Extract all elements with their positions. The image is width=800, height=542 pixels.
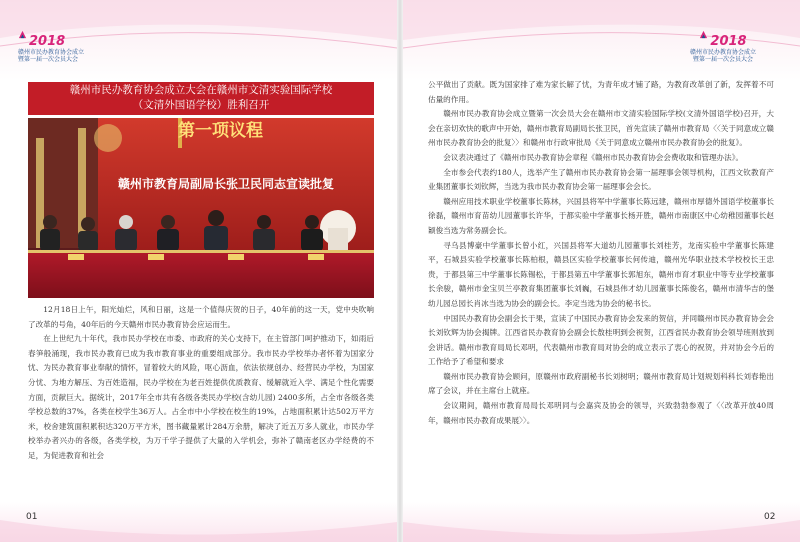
paragraph: 12月18日上午，阳光灿烂，风和日丽，这是一个值得庆贺的日子，40年前的这一天，党中央吹响了改革的号角，40年后的今天赣州市民办教育协会应运而生。 <box>28 305 374 329</box>
paragraph: 在上世纪九十年代，我市民办学校在市委、市政府的关心支持下，在主管部门呵护推动下，如雨后春笋般涌现，我市民办教育已成为我市教育事业的重要组成部分。我市民办学校举办者怀着为国家分忧、为民办教育事业奉献的情怀，冒着较大的风险，呕心沥血，依法依规创办、经营民办学校，为国家分忧、为地方解压、为百姓造福，民办学校在为老百姓提供优质教育、缓解就近入学、满足个性化需要方面，贡献巨大。据统计，2017年全市共有各级各类民办学校(含幼儿园) 2400多所，占全市各级各类学校总数的37%，各类在校学生36万人。占全市中小学校在校生的19%，占地面积累计达502万平方米，校舍建筑面积累积达320万平方米，图书藏量累计284万余册，解决了近五万多人就业，市民办学校举办者兴办的各级，各类学校，为万千学子提供了大量的入学机会，弥补了赣南老区办学经费的不足，为促进教育和社会 <box>28 334 374 460</box>
left-column-text <box>28 303 374 464</box>
paragraph: 赣州市民办教育协会成立暨第一次会员大会在赣州市文清实验国际学校(文清外国语学校)召开，大会在亲切欢快的歌声中开始，赣州市教育局副局长张卫民，首先宣读了赣州市教育局〈〈关于同意成立赣州市民办教育协会的批复〉〉和赣州市行政审批局《关于同意成立赣州市民办教育协会的批复》。 <box>428 109 774 148</box>
event-logo-left <box>18 30 84 63</box>
logo-subtitle-line1: 赣州市民办教育协会成立 <box>18 49 85 56</box>
event-logo-right <box>690 30 756 63</box>
paragraph: 寻乌县博豪中学董事长曾小红，兴国县将军大道幼儿园董事长刘桂芳，龙南实验中学董事长陈建平，石城县实验学校董事长陈柏根，赣县区实验学校董事长何传迪，赣州光华职业技术学校校长王忠贵，于都县第三中学董事长陈锡松，于都县第五中学董事长郭旭东，赣州市育才职业中等专业学校董事长余骏，赣州市金宝贝兰亭教育集团董事长刘巍，石城县伟才幼儿园董事长陈俊名，赣州市清华吉的堡幼儿园总园长肖冰当选为协会的副会长。李定当选为协会的秘书长。 <box>428 240 774 308</box>
conference-photo <box>28 118 374 298</box>
paragraph: 赣州市民办教育协会顾问，原赣州市政府副秘书长刘树明；赣州市教育局计划规划科科长刘春艳出席了会议，并在主席台上就座。 <box>428 371 774 396</box>
paragraph: 公平做出了贡献。既为国家排了难为家长解了忧，为青年成才铺了路，为教育改革创了新，发挥着不可估量的作用。 <box>428 80 774 104</box>
logo-subtitle-line2: 暨第一届一次会员大会 <box>18 56 79 63</box>
logo-mark-icon <box>18 30 27 39</box>
banner-title: 第一项议程 <box>178 121 263 141</box>
article-title-line1: 赣州市民办教育协会成立大会在赣州市文清实验国际学校 <box>69 84 333 96</box>
logo-subtitle-line2: 暨第一届一次会员大会 <box>693 56 754 63</box>
article-title-box <box>28 82 374 115</box>
page-number-left: 01 <box>26 512 38 522</box>
banner-text: 赣州市教育局副局长张卫民同志宣读批复 <box>118 177 335 191</box>
paragraph: 会议期间，赣州市教育局局长邓明同与会嘉宾及协会的领导，兴致勃勃参观了〈〈改革开放40周年，赣州市民办教育成果展〉〉。 <box>428 401 774 425</box>
paragraph: 全市参会代表约180人，选举产生了赣州市民办教育协会第一届理事会领导机构，江西文钦教育产业集团董事长刘钦辉，当选为我市民办教育协会第一届理事会会长。 <box>428 167 774 192</box>
paragraph: 会议表决通过了《赣州市民办教育协会章程《赣州市民办教育协会会费收取和管理办法》。 <box>443 152 744 162</box>
page-number-right: 02 <box>764 512 776 522</box>
paragraph: 赣州应用技术职业学校董事长陈林，兴国县将军中学董事长陈远建，赣州市厚德外国语学校董事长徐磊，赣州市育苗幼儿园董事长许华，于都实验中学董事长杨开胜，赣州市南康区中心幼稚园董事长赵颖俊当选为常务副会长。 <box>428 196 774 235</box>
right-column-text <box>428 78 774 428</box>
conference-photo-illustration <box>28 118 374 298</box>
logo-year: 2018 <box>29 34 66 49</box>
article-title-line2: （文清外国语学校）胜利召开 <box>132 99 270 111</box>
logo-mark-icon <box>699 30 708 39</box>
paragraph: 中国民办教育协会副会长于果，宣读了中国民办教育协会发来的贺信，并同赣州市民办教育协会会长刘钦辉为协会揭牌。江西省民办教育协会副会长敖桂明到会祝贺，江西省民办教育协会领导班则放到会讲话。赣州市教育局局长邓明，代表赣州市教育局对协会的成立表示了衷心的祝贺，并对协会今后的工作给予了希望和要求 <box>428 313 774 367</box>
logo-subtitle-line1: 赣州市民办教育协会成立 <box>690 49 757 56</box>
logo-year: 2018 <box>710 34 747 49</box>
page-gutter <box>397 0 403 542</box>
